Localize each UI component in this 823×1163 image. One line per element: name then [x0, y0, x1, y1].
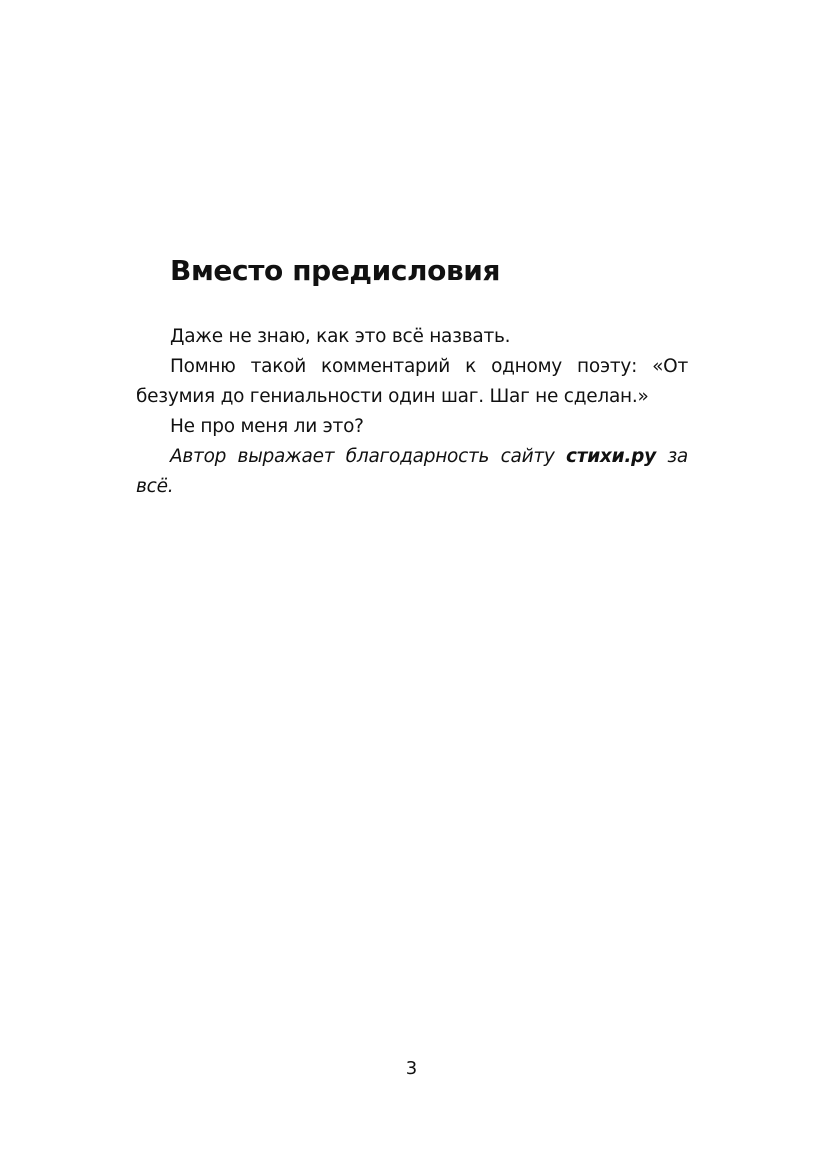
chapter-heading: Вместо предисловия — [170, 254, 501, 287]
acknowledgement-paragraph — [136, 442, 688, 502]
site-name: стихи.ру — [566, 446, 656, 467]
paragraph-2: Помню такой комментарий к одному поэту: «От безумия до гениальности один шаг. Шаг не сделан.» — [136, 356, 688, 407]
paragraph-3: Не про меня ли это? — [170, 416, 364, 437]
page-content — [136, 252, 688, 502]
paragraph-1: Даже не знаю, как это всё назвать. — [170, 326, 511, 347]
acknowledgement-end: за всё. — [136, 446, 689, 497]
acknowledgement-text: Автор выражает благодарность сайту — [170, 446, 567, 467]
page-number: 3 — [405, 1058, 418, 1079]
